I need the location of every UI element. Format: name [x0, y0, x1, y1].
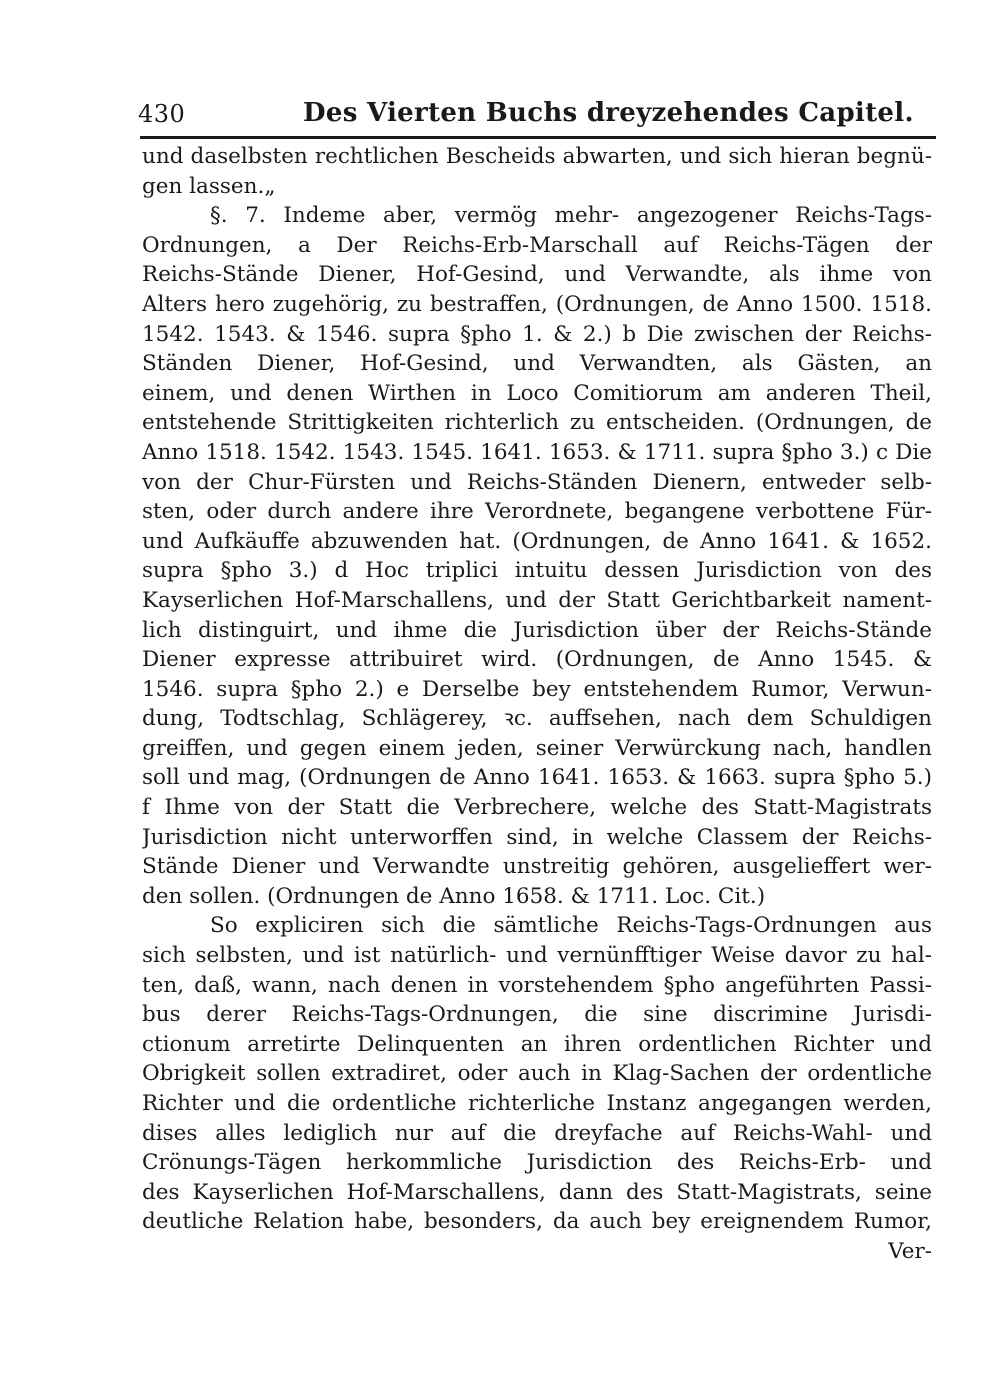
text-line: dung, Todtschlag, Schlägerey, ꝛc. auffsehen, nach dem Schuldigen	[142, 706, 932, 732]
text-line: Reichs-Stände Diener, Hof-Gesind, und Verwandte, als ihme von	[142, 262, 932, 288]
text-line: §. 7. Indeme aber, vermög mehr- angezogener Reichs-Tags-	[210, 203, 932, 229]
text-line: Alters hero zugehörig, zu bestraffen, (Ordnungen, de Anno 1500. 1518.	[142, 291, 932, 317]
header-rule	[140, 136, 936, 139]
text-line: entstehende Strittigkeiten richterlich zu entscheiden. (Ordnungen, de	[142, 410, 932, 436]
text-line: deutliche Relation habe, besonders, da auch bey ereignendem Rumor,	[142, 1209, 932, 1235]
page-header	[138, 96, 936, 134]
text-line: 1546. supra §pho 2.) e Derselbe bey entstehendem Rumor, Verwun-	[142, 676, 932, 702]
text-line: und Aufkäuffe abzuwenden hat. (Ordnungen, de Anno 1641. & 1652.	[142, 528, 932, 554]
text-line: ten, daß, wann, nach denen in vorstehendem §pho angeführten Passi-	[142, 972, 932, 998]
text-line: einem, und denen Wirthen in Loco Comitiorum am anderen Theil,	[142, 380, 932, 406]
text-line: gen lassen.„	[142, 173, 276, 199]
running-head: Des Vierten Buchs dreyzehendes Capitel.	[303, 98, 914, 128]
text-line: den sollen. (Ordnungen de Anno 1658. & 1711. Loc. Cit.)	[142, 883, 766, 909]
text-line: Ständen Diener, Hof-Gesind, und Verwandten, als Gästen, an	[142, 351, 932, 377]
text-line: Anno 1518. 1542. 1543. 1545. 1641. 1653. & 1711. supra §pho 3.) c Die	[142, 439, 932, 465]
text-line: bus derer Reichs-Tags-Ordnungen, die sine discrimine Jurisdi-	[142, 1002, 932, 1028]
text-line: Stände Diener und Verwandte unstreitig gehören, ausgelieffert wer-	[142, 854, 932, 880]
text-line: greiffen, und gegen einem jeden, seiner Verwürckung nach, handlen	[142, 735, 932, 761]
text-line: lich distinguirt, und ihme die Jurisdiction über der Reichs-Stände	[142, 617, 932, 643]
catchword: Ver-	[888, 1238, 932, 1264]
text-line: Richter und die ordentliche richterliche Instanz angegangen werden,	[142, 1091, 932, 1116]
text-line: So expliciren sich die sämtliche Reichs-Tags-Ordnungen aus	[210, 913, 932, 939]
text-line: sich selbsten, und ist natürlich- und vernünfftiger Weise davor zu hal-	[142, 943, 932, 969]
text-line: f Ihme von der Statt die Verbrechere, welche des Statt-Magistrats	[142, 795, 932, 821]
text-line: supra §pho 3.) d Hoc triplici intuitu dessen Jurisdiction von des	[142, 558, 932, 584]
text-line: Kayserlichen Hof-Marschallens, und der Statt Gerichtbarkeit nament-	[142, 587, 932, 613]
page-number: 430	[138, 100, 186, 128]
text-line: von der Chur-Fürsten und Reichs-Ständen Dienern, entweder selb-	[142, 469, 932, 495]
text-line: Crönungs-Tägen herkommliche Jurisdiction des Reichs-Erb- und	[142, 1150, 932, 1176]
text-line: und daselbsten rechtlichen Bescheids abwarten, und sich hieran begnü-	[142, 144, 932, 169]
text-line: des Kayserlichen Hof-Marschallens, dann des Statt-Magistrats, seine	[142, 1179, 932, 1205]
text-line: 1542. 1543. & 1546. supra §pho 1. & 2.) b Die zwischen der Reichs-	[142, 321, 932, 347]
text-line: soll und mag, (Ordnungen de Anno 1641. 1653. & 1663. supra §pho 5.)	[142, 765, 932, 791]
text-line: Jurisdiction nicht unterworffen sind, in welche Classem der Reichs-	[142, 824, 932, 850]
text-line: dises alles lediglich nur auf die dreyfache auf Reichs-Wahl- und	[142, 1120, 932, 1146]
text-line: Obrigkeit sollen extradiret, oder auch in Klag-Sachen der ordentliche	[142, 1061, 932, 1087]
text-line: Diener expresse attribuiret wird. (Ordnungen, de Anno 1545. &	[142, 647, 932, 673]
body-text	[142, 142, 932, 1267]
text-line: Ordnungen, a Der Reichs-Erb-Marschall auf Reichs-Tägen der	[142, 232, 932, 258]
text-line: sten, oder durch andere ihre Verordnete, begangene verbottene Für-	[142, 499, 932, 525]
text-line: ctionum arretirte Delinquenten an ihren ordentlichen Richter und	[142, 1031, 932, 1057]
